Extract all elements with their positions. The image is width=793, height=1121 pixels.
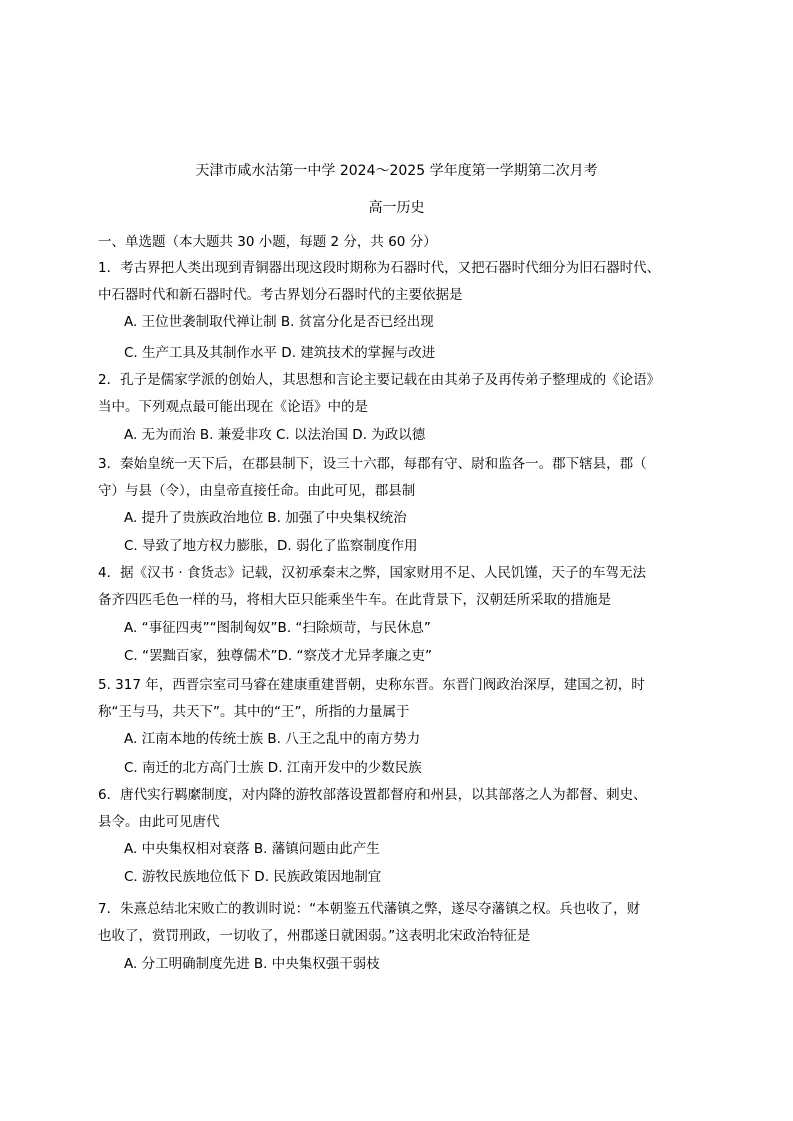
question-5-stem-line-1: 5. 317 年，西晋宗室司马睿在建康重建晋朝，史称东晋。东晋门阀政治深厚，建国之初，时: [98, 677, 645, 693]
question-4-options-line-1: A. “事征四夷”“图制匈奴”B. “扫除烦苛，与民休息”: [124, 620, 431, 636]
question-6-options-line-1: A. 中央集权相对衰落 B. 藩镇问题由此产生: [124, 841, 380, 857]
question-1-stem-line-2: 中石器时代和新石器时代。考古界划分石器时代的主要依据是: [98, 287, 463, 303]
question-5-stem-line-2: 称“王与马，共天下”。其中的“王”，所指的力量属于: [98, 704, 410, 720]
question-3-stem-line-2: 守）与县（令），由皇帝直接任命。由此可见，郡县制: [98, 483, 416, 499]
exam-title: 天津市咸水沽第一中学 2024～2025 学年度第一学期第二次月考: [195, 163, 598, 179]
exam-subject: 高一历史: [368, 200, 425, 216]
question-5-options-line-2: C. 南迁的北方高门士族 D. 江南开发中的少数民族: [124, 760, 422, 776]
question-2-stem-line-1: 2．孔子是儒家学派的创始人，其思想和言论主要记载在由其弟子及再传弟子整理成的《论语》: [98, 372, 661, 388]
question-6-stem-line-2: 县令。由此可见唐代: [98, 814, 220, 830]
question-1-options-line-2: C. 生产工具及其制作水平 D. 建筑技术的掌握与改进: [124, 345, 436, 361]
question-7-stem-line-2: 也收了，赏罚刑政，一切收了，州郡遂日就困弱。”这表明北宋政治特征是: [98, 928, 531, 944]
question-4-options-line-2: C. “罢黜百家，独尊儒术”D. “察茂才尤异孝廉之吏”: [124, 648, 432, 664]
question-3-stem-line-1: 3．秦始皇统一天下后，在郡县制下，设三十六郡，每郡有守、尉和监各一。郡下辖县，郡（: [98, 456, 647, 472]
question-5-options-line-1: A. 江南本地的传统士族 B. 八王之乱中的南方势力: [124, 731, 421, 747]
question-7-options-line-1: A. 分工明确制度先进 B. 中央集权强干弱枝: [124, 956, 380, 972]
question-4-stem-line-2: 备齐四匹毛色一样的马，将相大臣只能乘坐牛车。在此背景下，汉朝廷所采取的措施是: [98, 592, 611, 608]
question-2-stem-line-2: 当中。下列观点最可能出现在《论语》中的是: [98, 399, 368, 415]
question-6-stem-line-1: 6．唐代实行羁縻制度，对内降的游牧部落设置都督府和州县，以其部落之人为都督、刺史、: [98, 787, 647, 803]
question-4-stem-line-1: 4．据《汉书 · 食货志》记载，汉初承秦末之弊，国家财用不足、人民饥馑，天子的车驾无法: [98, 565, 646, 581]
question-7-stem-line-1: 7．朱熹总结北宋败亡的教训时说：“本朝鉴五代藩镇之弊，遂尽夺藩镇之权。兵也收了，财: [98, 901, 641, 917]
question-2-options-line-1: A. 无为而治 B. 兼爱非攻 C. 以法治国 D. 为政以德: [124, 427, 426, 443]
question-3-options-line-2: C. 导致了地方权力膨胀，D. 弱化了监察制度作用: [124, 538, 418, 554]
question-3-options-line-1: A. 提升了贵族政治地位 B. 加强了中央集权统治: [124, 510, 407, 526]
question-6-options-line-2: C. 游牧民族地位低下 D. 民族政策因地制宜: [124, 869, 382, 885]
section-heading: 一、单选题（本大题共 30 小题，每题 2 分，共 60 分）: [98, 234, 437, 250]
question-1-stem-line-1: 1．考古界把人类出现到青铜器出现这段时期称为石器时代，又把石器时代细分为旧石器时代、: [98, 260, 661, 276]
question-1-options-line-1: A. 王位世袭制取代禅让制 B. 贫富分化是否已经出现: [124, 314, 434, 330]
